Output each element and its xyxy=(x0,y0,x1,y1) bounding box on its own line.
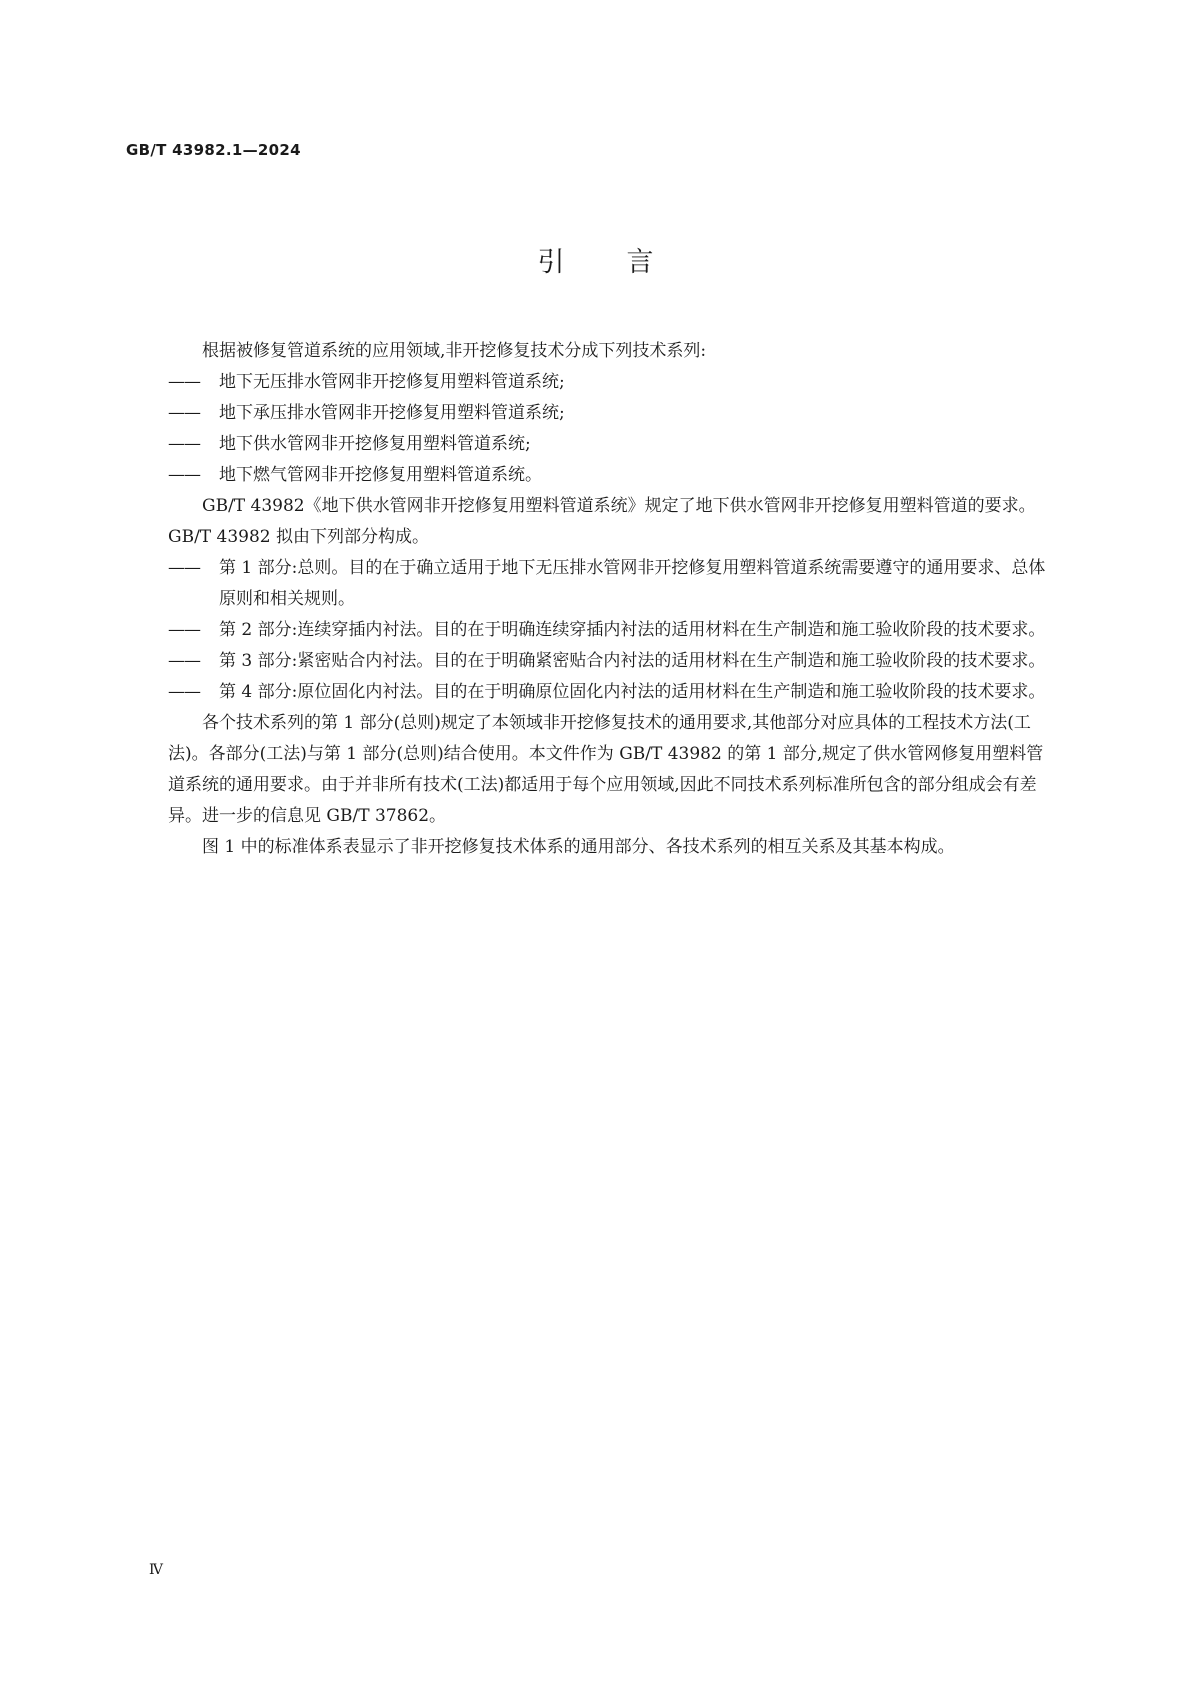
section-title: 引言 xyxy=(537,247,716,278)
dash-mark: —— xyxy=(168,682,200,702)
list-item: —— 地下供水管网非开挖修复用塑料管道系统; xyxy=(168,429,1055,460)
paragraph: GB/T 43982《地下供水管网非开挖修复用塑料管道系统》规定了地下供水管网非开挖修复用塑料管道的要求。GB/T 43982 拟由下列部分构成。 xyxy=(168,496,1036,547)
body-text xyxy=(168,336,1055,863)
page-number: Ⅳ xyxy=(149,1562,163,1578)
paragraph: 各个技术系列的第 1 部分(总则)规定了本领域非开挖修复技术的通用要求,其他部分对应具体的工程技术方法(工法)。各部分(工法)与第 1 部分(总则)结合使用。本文件作为 GB/T 43982 的第 1 部分,规定了供水管网修复用塑料管道系统的通用要求。由于并非所有技术(工法)都适用于每个应用领域,因此不同技术系列标准所包含的部分组成会有差异。进一步的信息见 GB/T 37862。 xyxy=(168,713,1044,826)
dash-mark: —— xyxy=(168,558,200,578)
dash-mark: —— xyxy=(168,651,200,671)
list-item: —— 第 3 部分:紧密贴合内衬法。目的在于明确紧密贴合内衬法的适用材料在生产制造和施工验收阶段的技术要求。 xyxy=(168,646,1055,677)
list-item: —— 第 4 部分:原位固化内衬法。目的在于明确原位固化内衬法的适用材料在生产制造和施工验收阶段的技术要求。 xyxy=(168,677,1055,708)
dash-mark: —— xyxy=(168,465,200,485)
paragraph: 根据被修复管道系统的应用领域,非开挖修复技术分成下列技术系列: xyxy=(202,341,707,361)
list-item: —— 地下无压排水管网非开挖修复用塑料管道系统; xyxy=(168,367,1055,398)
dash-mark: —— xyxy=(168,403,200,423)
list-item: —— 地下承压排水管网非开挖修复用塑料管道系统; xyxy=(168,398,1055,429)
dash-mark: —— xyxy=(168,372,200,392)
list-item: —— 第 2 部分:连续穿插内衬法。目的在于明确连续穿插内衬法的适用材料在生产制造和施工验收阶段的技术要求。 xyxy=(168,615,1055,646)
list-item: —— 第 1 部分:总则。目的在于确立适用于地下无压排水管网非开挖修复用塑料管道系统需要遵守的通用要求、总体原则和相关规则。 xyxy=(168,553,1055,615)
list-item: —— 地下燃气管网非开挖修复用塑料管道系统。 xyxy=(168,460,1055,491)
dash-mark: —— xyxy=(168,434,200,454)
dash-mark: —— xyxy=(168,620,200,640)
paragraph: 图 1 中的标准体系表显示了非开挖修复技术体系的通用部分、各技术系列的相互关系及其基本构成。 xyxy=(202,837,955,857)
standard-code: GB/T 43982.1—2024 xyxy=(126,141,301,159)
